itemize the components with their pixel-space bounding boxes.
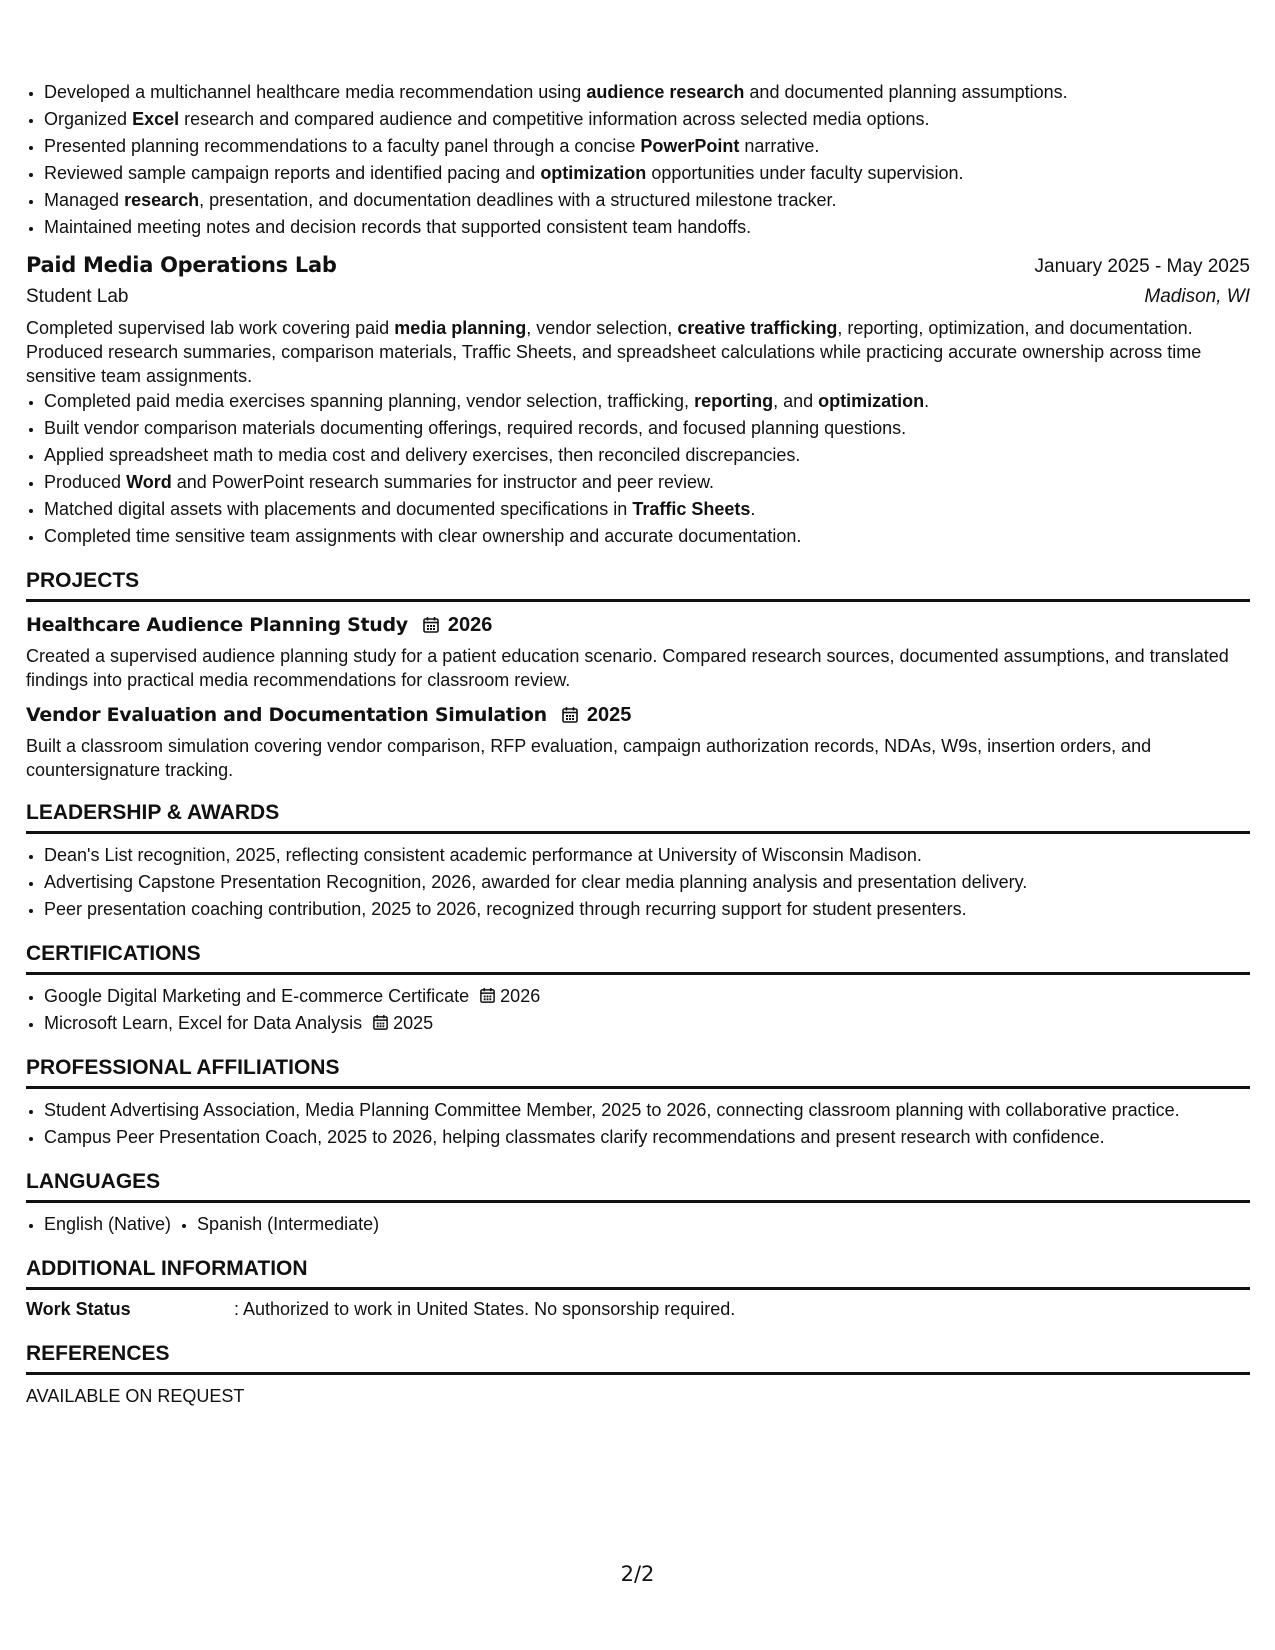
work-status-label: Work Status [26,1299,131,1319]
list-item: • Campus Peer Presentation Coach, 2025 to 2026, helping classmates clarify recommendations and present research with confidence. [44,1124,1250,1151]
list-item: • Developed a multichannel healthcare media recommendation using audience research and documented planning assumptions. [44,79,1250,106]
list-item: • Reviewed sample campaign reports and identified pacing and optimization opportunities under faculty supervision. [44,160,1250,187]
list-item: • Organized Excel research and compared audience and competitive information across selected media options. [44,106,1250,133]
calendar-icon [561,706,579,724]
additional-info-heading: ADDITIONAL INFORMATION [26,1254,1250,1290]
list-item: • Managed research, presentation, and documentation deadlines with a structured milestone tracker. [44,187,1250,214]
project-description: Created a supervised audience planning study for a patient education scenario. Compared research sources, documented assumptions, and translated findings into practical media recommendations for classroom review. [26,646,1229,690]
project-description: Built a classroom simulation covering vendor comparison, RFP evaluation, campaign authorization records, NDAs, W9s, insertion orders, and countersignature tracking. [26,736,1152,780]
bold-keyword: optimization [818,391,925,411]
list-item: • Matched digital assets with placements and documented specifications in Traffic Sheets. [44,496,1250,523]
leadership-heading: LEADERSHIP & AWARDS [26,798,1250,834]
bold-keyword: audience research [586,82,745,102]
work-status-row [26,1296,1250,1323]
list-item: • Produced Word and PowerPoint research summaries for instructor and peer review. [44,469,1250,496]
list-item: • Maintained meeting notes and decision records that supported consistent team handoffs. [44,214,1250,241]
list-item [44,983,1250,1010]
lab-dates: January 2025 - May 2025 [1034,256,1250,277]
lab-entry-header [26,250,1250,282]
calendar-icon [372,1014,389,1031]
languages-heading: LANGUAGES [26,1167,1250,1203]
bold-keyword: reporting [694,391,774,411]
project-title: Vendor Evaluation and Documentation Simulation [26,704,547,726]
bold-keyword: Traffic Sheets [632,499,751,519]
list-item: • Spanish (Intermediate) [197,1211,379,1238]
lab-subtitle: Student Lab [26,286,129,307]
project-header [26,700,1250,730]
work-status-value: : Authorized to work in United States. No sponsorship required. [234,1299,736,1319]
resume-page [26,79,1250,1410]
lab-location: Madison, WI [1144,286,1250,307]
leadership-list [26,842,1250,923]
affiliations-heading: PROFESSIONAL AFFILIATIONS [26,1053,1250,1089]
calendar-icon [422,616,440,634]
project-year: 2025 [586,704,632,726]
lab-title: Paid Media Operations Lab [26,253,337,277]
certification-name: Microsoft Learn, Excel for Data Analysis [44,1013,363,1033]
projects-heading: PROJECTS [26,566,1250,602]
certification-name: Google Digital Marketing and E-commerce Certificate [44,986,470,1006]
certifications-list [26,983,1250,1037]
calendar-icon [479,987,496,1004]
bold-keyword: media planning [394,318,527,338]
list-item: • Applied spreadsheet math to media cost and delivery exercises, then reconciled discrepancies. [44,442,1250,469]
bold-keyword: creative trafficking [677,318,838,338]
lab-summary: Completed supervised lab work covering paid media planning, vendor selection, creative trafficking, reporting, optimization, and documentation. Produced research summaries, comparison materials, Traffic Sheets, and spreadsheet calculations while practicing accurate ownership across time sensitive team assignments. [26,318,1202,386]
bold-keyword: optimization [540,163,647,183]
references-text: AVAILABLE ON REQUEST [26,1386,245,1406]
bold-keyword: Excel [132,109,180,129]
list-item: • Dean's List recognition, 2025, reflecting consistent academic performance at University of Wisconsin Madison. [44,842,1250,869]
list-item: • Student Advertising Association, Media Planning Committee Member, 2025 to 2026, connecting classroom planning with collaborative practice. [44,1097,1250,1124]
certification-year: 2026 [500,986,541,1006]
certifications-heading: CERTIFICATIONS [26,939,1250,975]
list-item: • Peer presentation coaching contribution, 2025 to 2026, recognized through recurring support for student presenters. [44,896,1250,923]
affiliations-list [26,1097,1250,1151]
languages-list [26,1211,1250,1238]
experience-bullets [26,79,1250,241]
bold-keyword: research [124,190,200,210]
list-item: • Completed time sensitive team assignments with clear ownership and accurate documentation. [44,523,1250,550]
page-number: 2/2 [620,1562,655,1586]
list-item: • Built vendor comparison materials documenting offerings, required records, and focused planning questions. [44,415,1250,442]
bold-keyword: PowerPoint [640,136,740,156]
references-heading: REFERENCES [26,1339,1250,1375]
project-year: 2026 [447,614,493,636]
project-header [26,610,1250,640]
certification-year: 2025 [393,1013,434,1033]
bold-keyword: Word [126,472,172,492]
lab-entry-subheader [26,282,1250,312]
list-item: • Advertising Capstone Presentation Recognition, 2026, awarded for clear media planning analysis and presentation delivery. [44,869,1250,896]
list-item: • English (Native) [44,1211,171,1238]
list-item: • Presented planning recommendations to a faculty panel through a concise PowerPoint narrative. [44,133,1250,160]
project-title: Healthcare Audience Planning Study [26,614,408,636]
lab-bullets [26,388,1250,550]
list-item [44,1010,1250,1037]
list-item: • Completed paid media exercises spanning planning, vendor selection, trafficking, reporting, and optimization. [44,388,1250,415]
